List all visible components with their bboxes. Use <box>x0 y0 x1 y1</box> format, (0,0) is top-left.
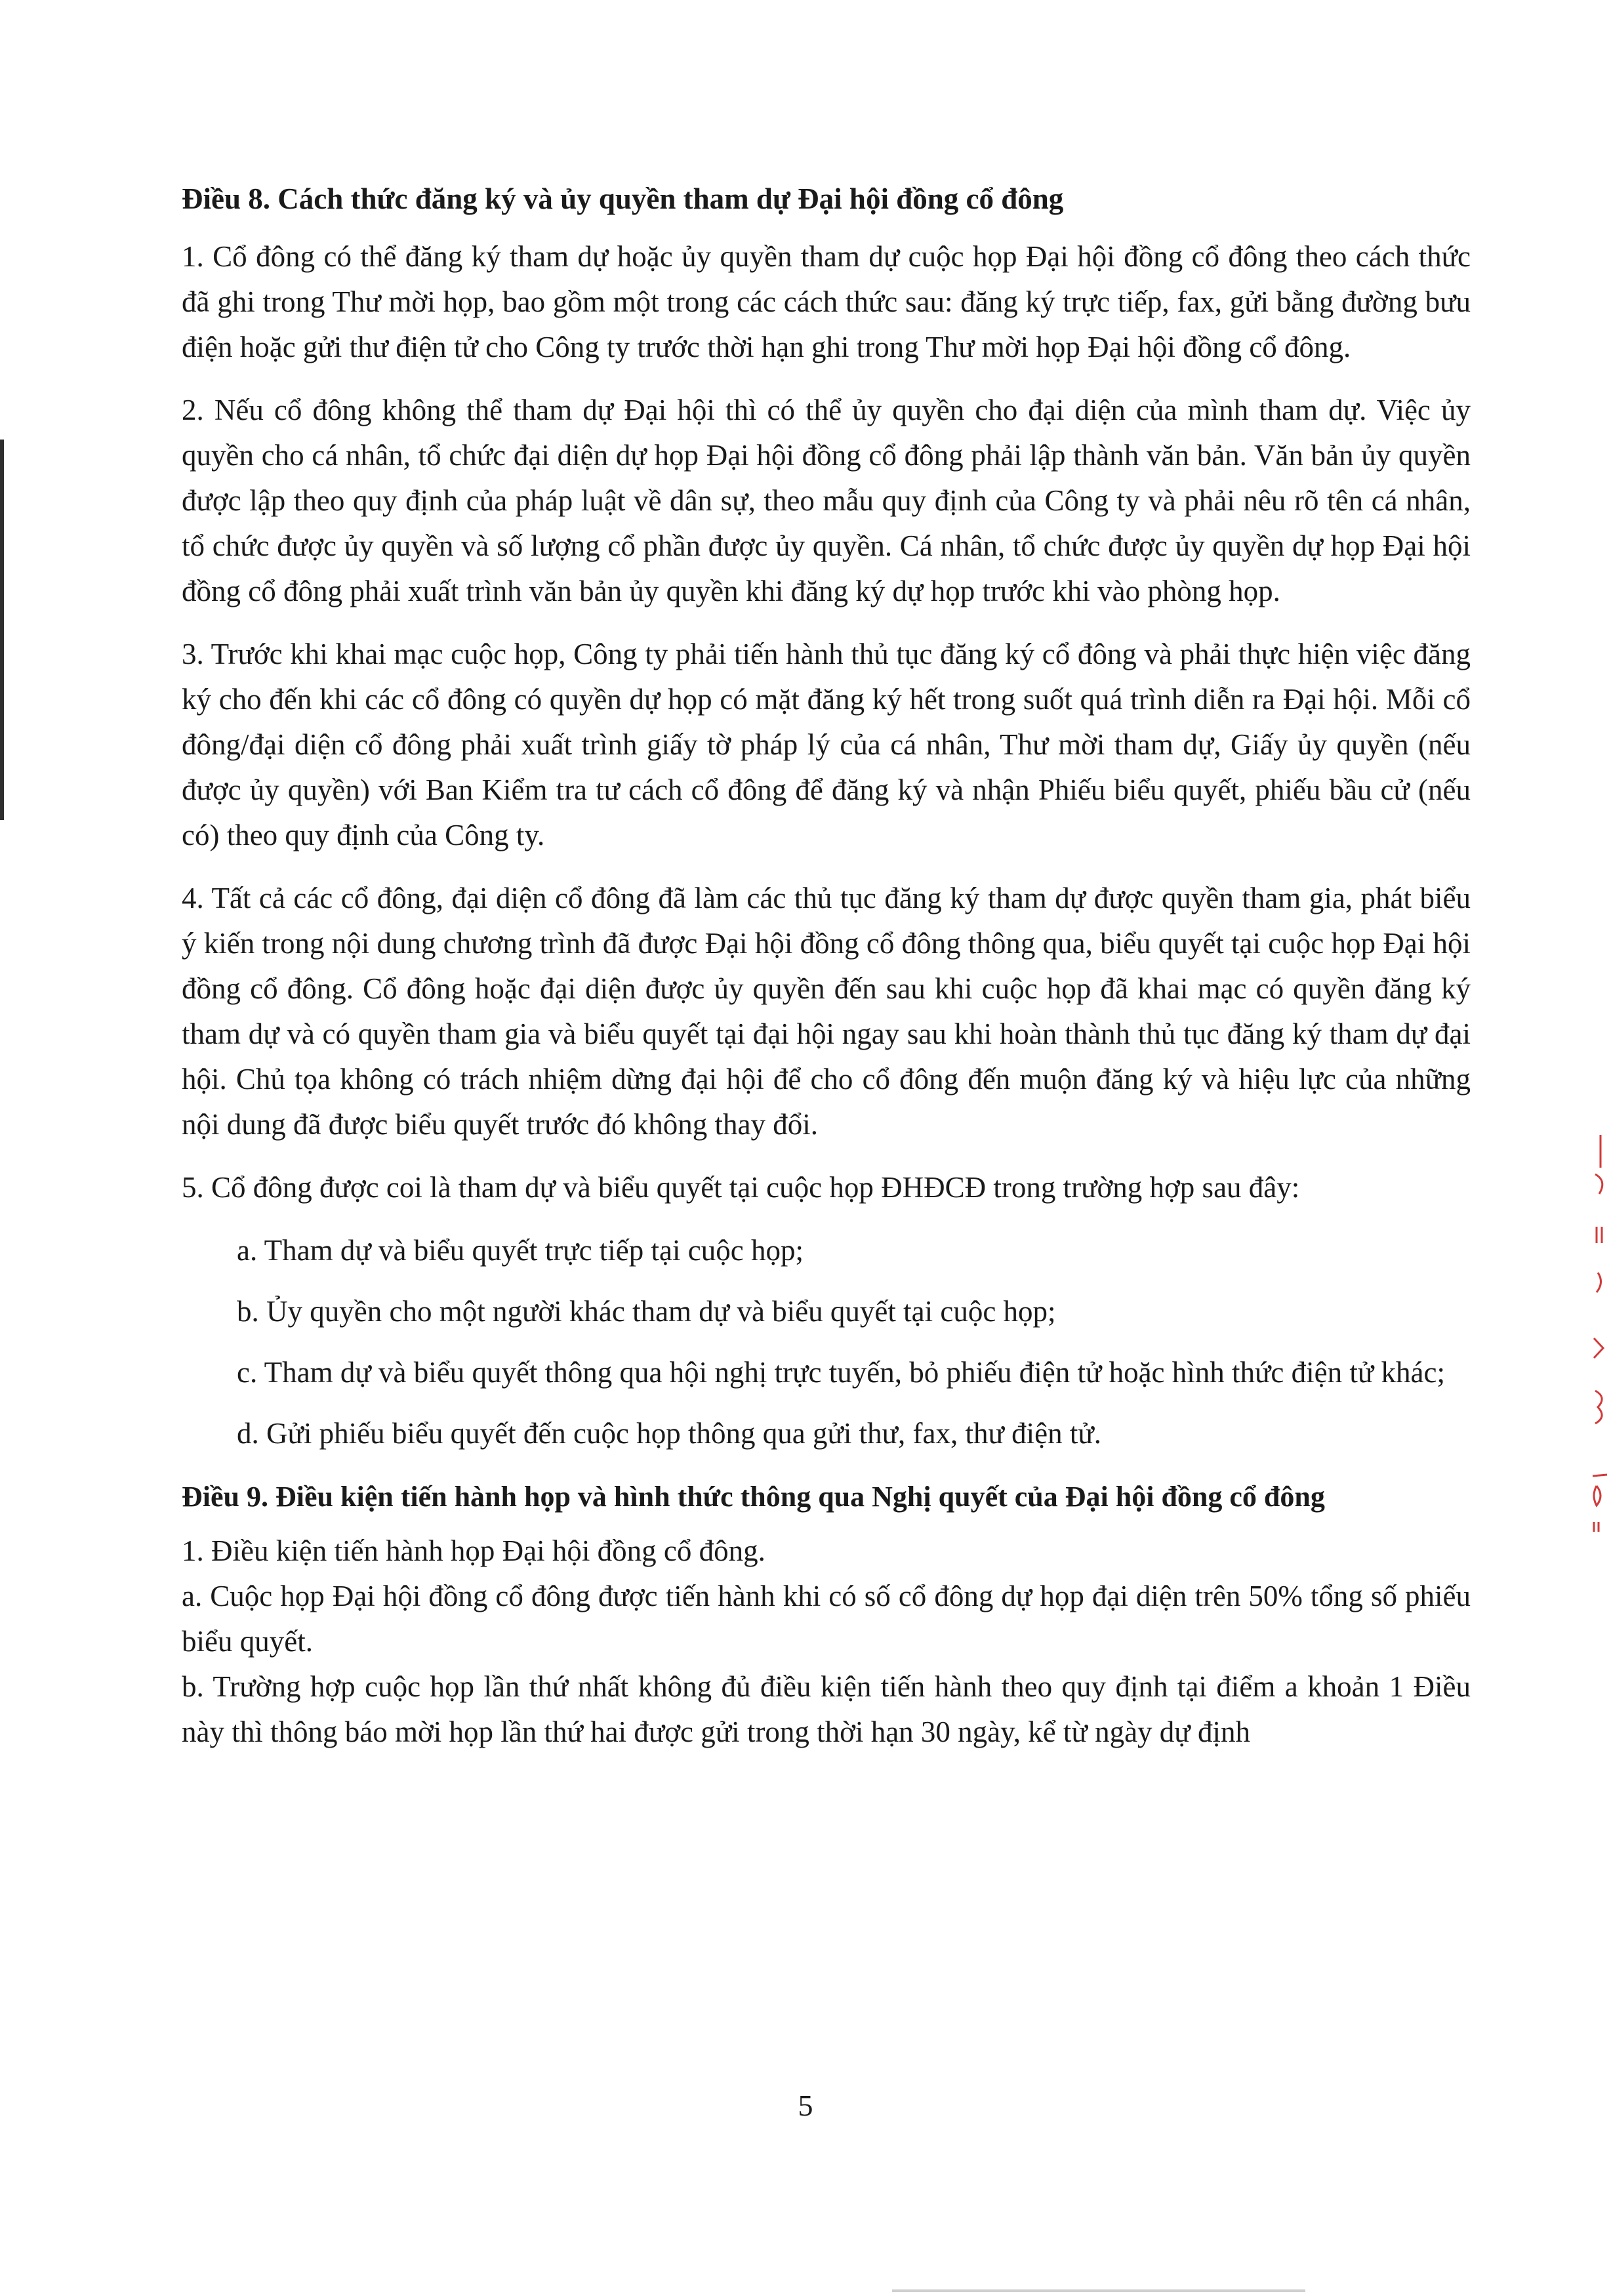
article-8-item-d: d. Gửi phiếu biểu quyết đến cuộc họp thông qua gửi thư, fax, thư điện tử. <box>237 1417 1101 1450</box>
page-number: 5 <box>798 2089 813 2122</box>
scan-bottom-edge <box>892 2289 1305 2292</box>
article-8-title: Điều 8. Cách thức đăng ký và ủy quyền tham dự Đại hội đồng cổ đông <box>182 182 1064 215</box>
article-9-clause-1: 1. Điều kiện tiến hành họp Đại hội đồng cổ đông. <box>182 1534 765 1567</box>
article-8-clause-2: 2. Nếu cổ đông không thể tham dự Đại hội thì có thể ủy quyền cho đại diện của mình tham dự. Việc ủy quyền cho cá nhân, tổ chức đại diện dự họp Đại hội đồng cổ đông phải lập thành văn bản. Văn bản ủy quyền được lập theo quy định của pháp luật về dân sự, theo mẫu quy định của Công ty và phải nêu rõ tên cá nhân, tổ chức được ủy quyền và số lượng cổ phần được ủy quyền. Cá nhân, tổ chức được ủy quyền dự họp Đại hội đồng cổ đông phải xuất trình văn bản ủy quyền khi đăng ký dự họp trước khi vào phòng họp. <box>182 394 1471 607</box>
document-body <box>182 174 1471 1755</box>
article-8-clause-3: 3. Trước khi khai mạc cuộc họp, Công ty phải tiến hành thủ tục đăng ký cổ đông và phải thực hiện việc đăng ký cho đến khi các cổ đông có quyền dự họp có mặt đăng ký hết trong suốt quá trình diễn ra Đại hội. Mỗi cổ đông/đại diện cổ đông phải xuất trình giấy tờ pháp lý của cá nhân, Thư mời tham dự, Giấy ủy quyền (nếu được ủy quyền) với Ban Kiểm tra tư cách cổ đông để đăng ký và nhận Phiếu biểu quyết, phiếu bầu cử (nếu có) theo quy định của Công ty. <box>182 638 1471 851</box>
article-8-item-a: a. Tham dự và biểu quyết trực tiếp tại cuộc họp; <box>237 1234 804 1267</box>
article-8-clause-4: 4. Tất cả các cổ đông, đại diện cổ đông đã làm các thủ tục đăng ký tham dự được quyền tham gia, phát biểu ý kiến trong nội dung chương trình đã được Đại hội đồng cổ đông thông qua, biểu quyết tại cuộc họp Đại hội đồng cổ đông. Cổ đông hoặc đại diện được ủy quyền đến sau khi cuộc họp đã khai mạc có quyền đăng ký tham dự và có quyền tham gia và biểu quyết tại đại hội ngay sau khi hoàn thành thủ tục đăng ký tham dự đại hội. Chủ tọa không có trách nhiệm dừng đại hội để cho cổ đông đến muộn đăng ký và hiệu lực của những nội dung đã được biểu quyết trước đó không thay đổi. <box>182 882 1471 1141</box>
article-9-point-a: a. Cuộc họp Đại hội đồng cổ đông được tiến hành khi có số cổ đông dự họp đại diện trên 50% tổng số phiếu biểu quyết. <box>182 1580 1471 1658</box>
article-8-item-b: b. Ủy quyền cho một người khác tham dự và biểu quyết tại cuộc họp; <box>237 1295 1056 1328</box>
article-8-clause-5: 5. Cổ đông được coi là tham dự và biểu quyết tại cuộc họp ĐHĐCĐ trong trường hợp sau đây: <box>182 1171 1300 1204</box>
article-8-item-c: c. Tham dự và biểu quyết thông qua hội nghị trực tuyến, bỏ phiếu điện tử hoặc hình thức điện tử khác; <box>237 1356 1445 1389</box>
scan-edge-mark <box>0 440 4 820</box>
article-9-point-b: b. Trường hợp cuộc họp lần thứ nhất không đủ điều kiện tiến hành theo quy định tại điểm a khoản 1 Điều này thì thông báo mời họp lần thứ hai được gửi trong thời hạn 30 ngày, kể từ ngày dự định <box>182 1670 1471 1748</box>
stamp-bleed-mark <box>1581 1128 1611 1535</box>
article-8-clause-1: 1. Cổ đông có thể đăng ký tham dự hoặc ủy quyền tham dự cuộc họp Đại hội đồng cổ đông theo cách thức đã ghi trong Thư mời họp, bao gồm một trong các cách thức sau: đăng ký trực tiếp, fax, gửi bằng đường bưu điện hoặc gửi thư điện tử cho Công ty trước thời hạn ghi trong Thư mời họp Đại hội đồng cổ đông. <box>182 240 1471 363</box>
article-9-title: Điều 9. Điều kiện tiến hành họp và hình thức thông qua Nghị quyết của Đại hội đồng cổ đông <box>182 1481 1325 1513</box>
